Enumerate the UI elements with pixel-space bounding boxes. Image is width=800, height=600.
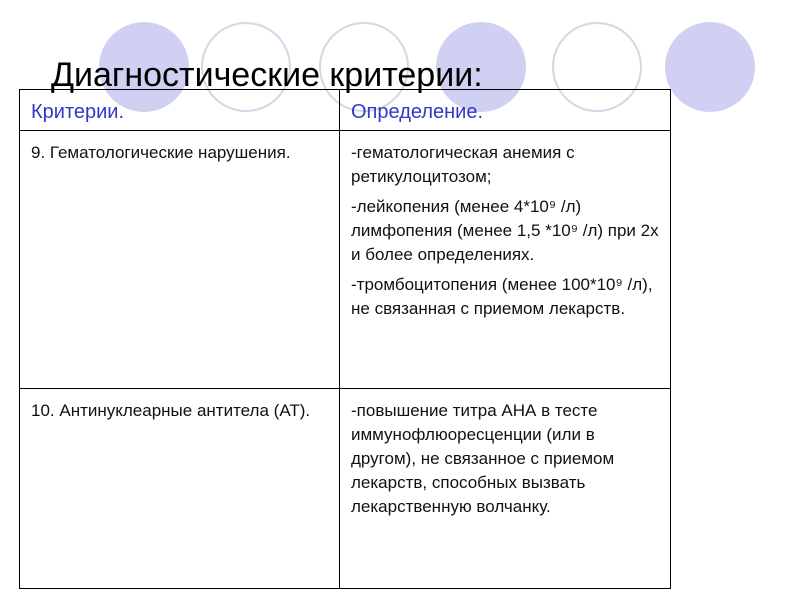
page-title: Диагностические критерии:	[51, 56, 483, 94]
criteria-table	[19, 89, 671, 589]
definition-cell	[340, 131, 671, 389]
definition-paragraph: -гематологическая анемия с ретикулоцитозом;	[351, 143, 575, 186]
table-row	[20, 389, 671, 589]
criterion-cell: 9. Гематологические нарушения.	[20, 131, 340, 389]
definition-paragraph: -лейкопения (менее 4*10⁹ /л) лимфопения (менее 1,5 *10⁹ /л) при 2х и более определениях.	[351, 197, 659, 264]
definition-paragraph: -тромбоцитопения (менее 100*10⁹ /л), не связанная с приемом лекарств.	[351, 275, 653, 318]
definition-paragraph: -повышение титра АНА в тесте иммунофлюоресценции (или в другом), не связанное с приемом лекарств, способных вызвать лекарственную волчанку.	[351, 401, 615, 516]
header-criteria: Критерии.	[20, 90, 340, 131]
definition-cell	[340, 389, 671, 589]
decorative-circle-6	[665, 22, 755, 112]
table-row	[20, 131, 671, 389]
table-header-row	[20, 90, 671, 131]
header-definition: Определение.	[340, 90, 671, 131]
criterion-cell: 10. Антинуклеарные антитела (АТ).	[20, 389, 340, 589]
